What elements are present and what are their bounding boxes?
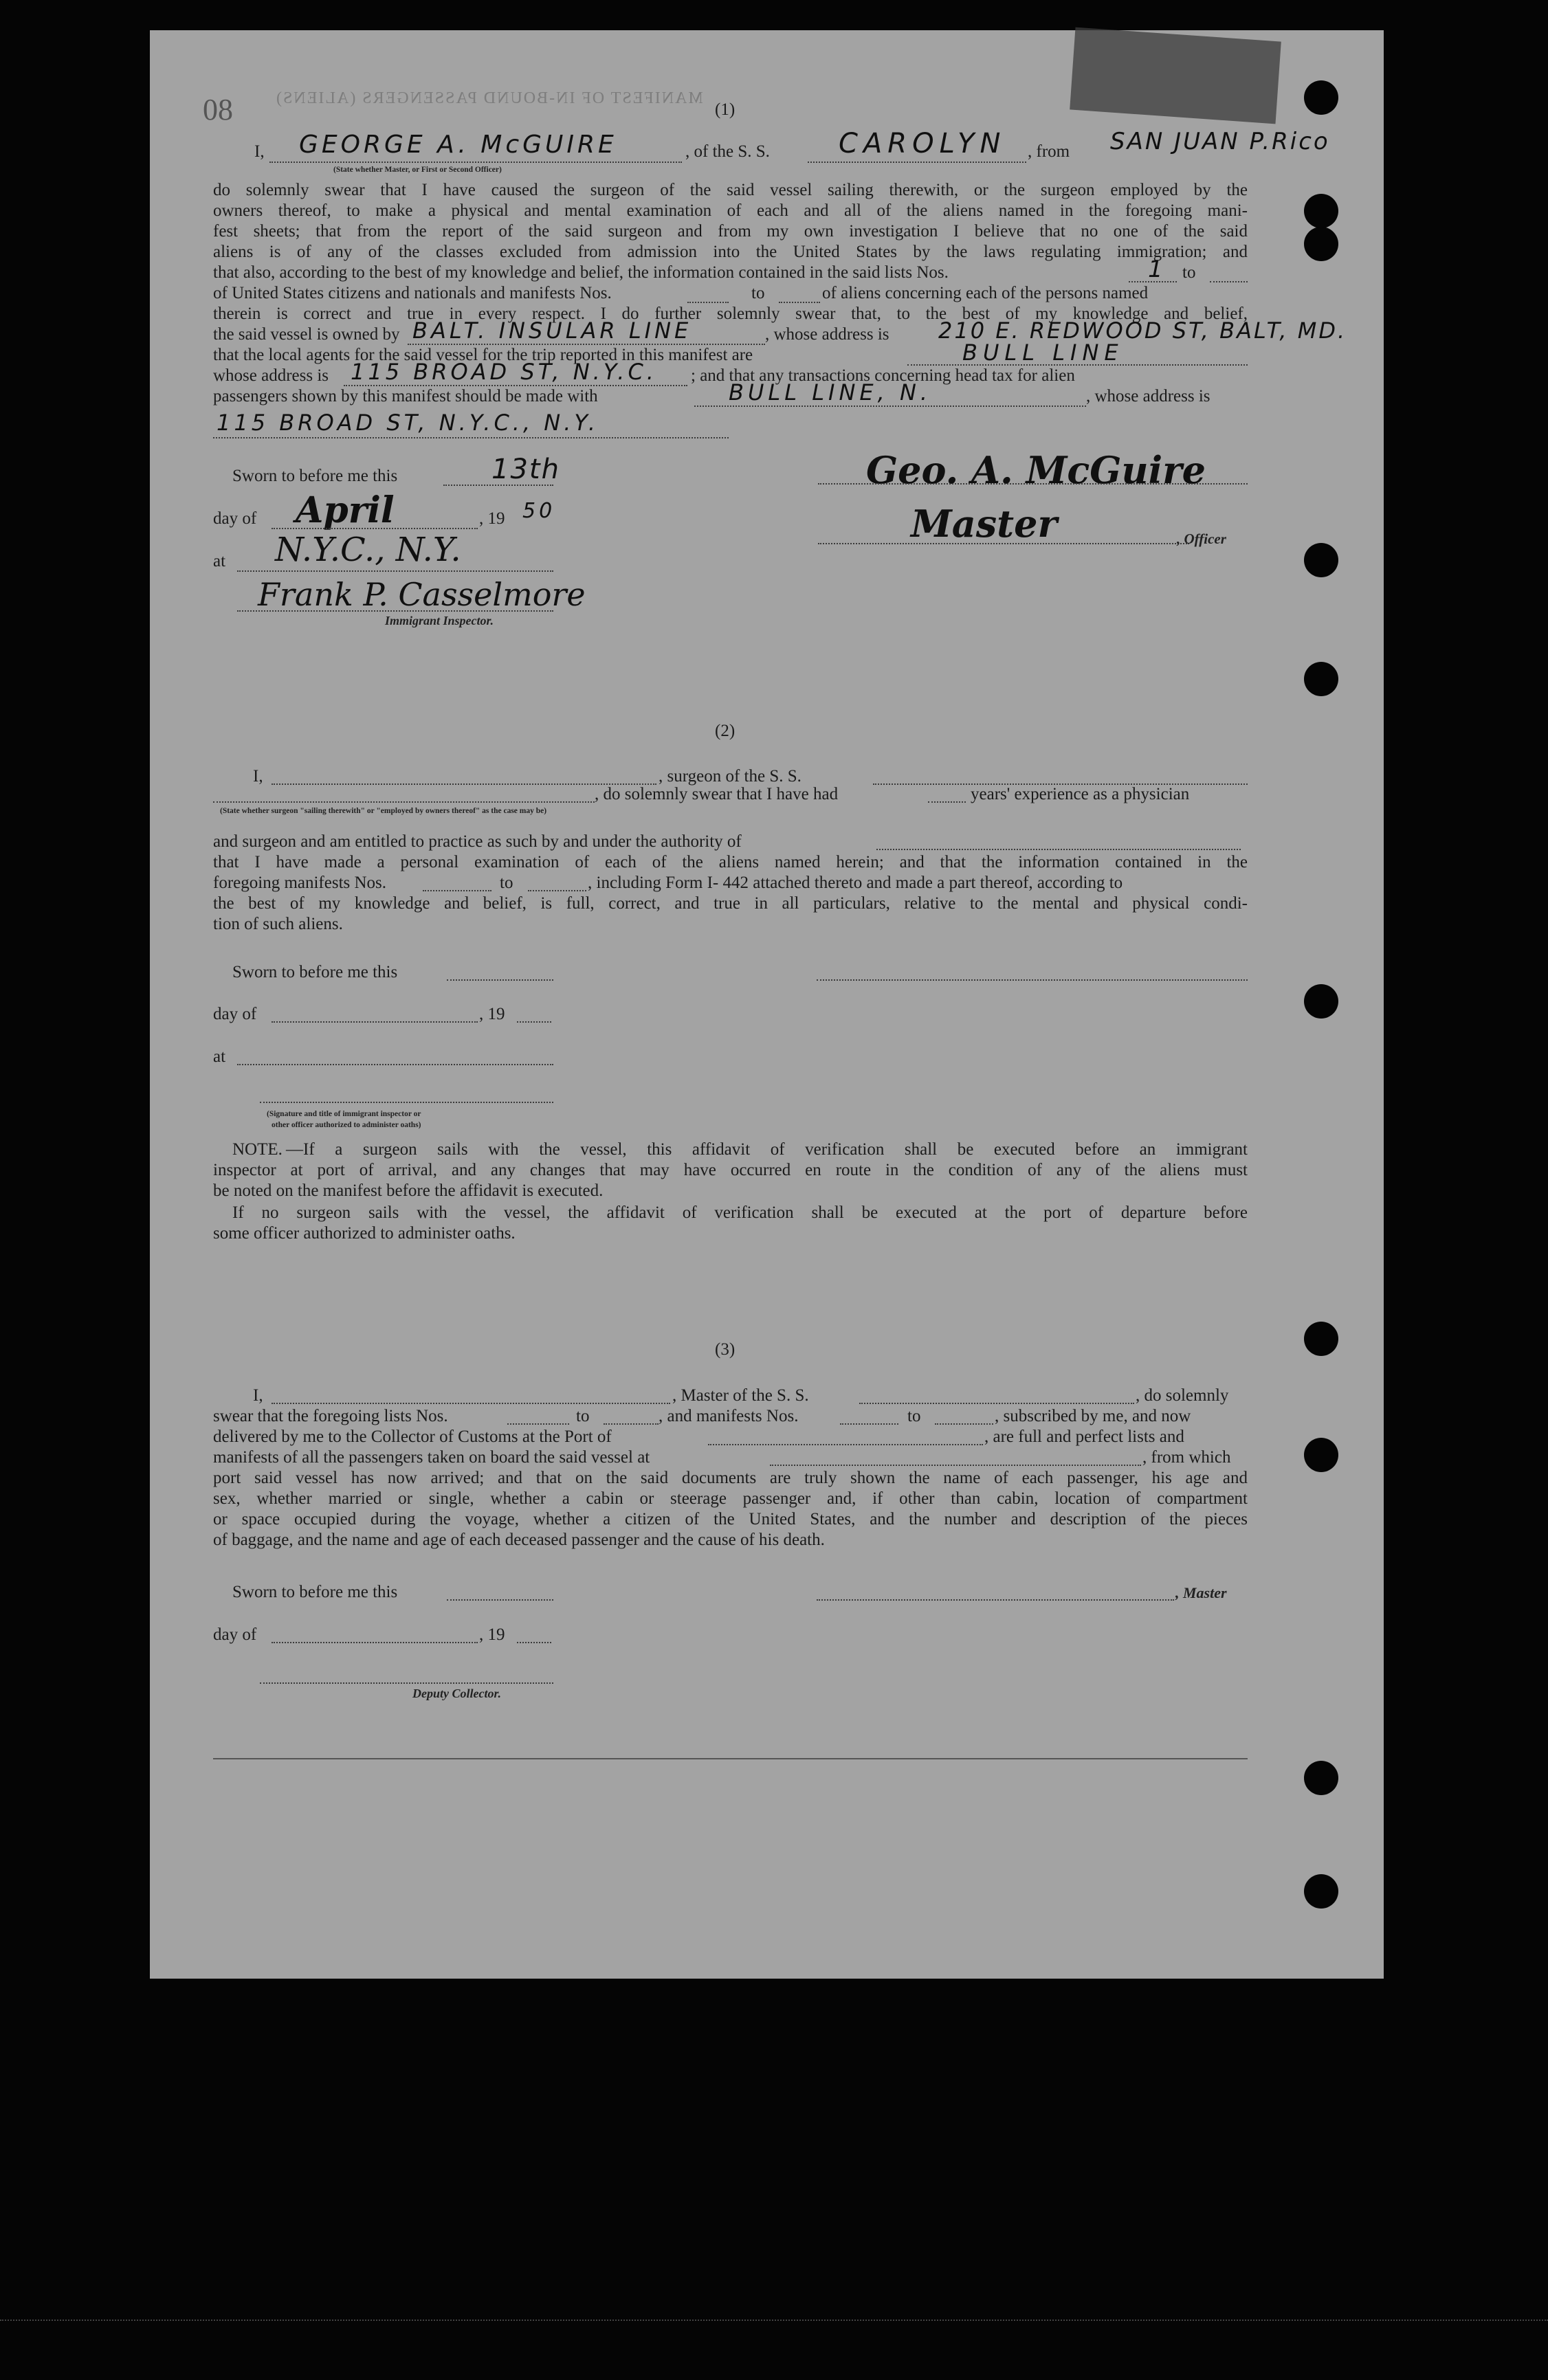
punch-hole	[1304, 1322, 1338, 1356]
paragraph-line: aliens is of any of the classes excluded from admission into the United States by the laws regulating immigration; and	[213, 243, 1248, 261]
paragraph-line: sex, whether married or single, whether a cabin or steerage passenger and, if other than cabin, location of compartment	[213, 1489, 1248, 1508]
owner-address: 210 E. REDWOOD ST, BALT, MD.	[938, 318, 1347, 344]
text: the said vessel is owned by	[213, 325, 400, 344]
punch-hole	[1304, 1874, 1338, 1909]
blank-line	[443, 485, 553, 486]
punch-hole	[1304, 662, 1338, 696]
vessel-name: CAROLYN	[839, 128, 1006, 159]
blank-line	[817, 1599, 1174, 1601]
blank-line	[840, 1423, 898, 1425]
lists-no-from: 1	[1148, 256, 1166, 283]
text: , including Form I- 442 attached thereto and made a part thereof, according to	[588, 874, 1123, 892]
paragraph-line: owners thereof, to make a physical and mental examination of each and all of the aliens named in the foregoing mani-	[213, 201, 1248, 220]
paragraph-line: that I have made a personal examination of each of the aliens named herein; and that the information contained in the	[213, 853, 1248, 871]
head-tax-address: 115 BROAD ST, N.Y.C., N.Y.	[217, 410, 599, 436]
text: to	[500, 874, 513, 892]
text: foregoing manifests Nos.	[213, 874, 387, 892]
text: to	[907, 1407, 921, 1425]
punch-hole	[1304, 1438, 1338, 1472]
blank-line	[260, 1102, 553, 1103]
text: I,	[253, 1386, 263, 1405]
text: delivered by me to the Collector of Customs at the Port of	[213, 1427, 612, 1446]
blank-line	[528, 890, 586, 891]
punch-hole	[1304, 80, 1338, 115]
paragraph-line: therein is correct and true in every respect. I do further solemnly swear that, to the best of my knowledge and belief,	[213, 304, 1248, 323]
blank-line	[260, 1682, 553, 1684]
text: , whose address is	[1086, 387, 1210, 405]
note-line: —If a surgeon sails with the vessel, this affidavit of verification shall be executed before an immigrant	[286, 1140, 1248, 1159]
text: , 19	[479, 1625, 505, 1644]
blank-line	[213, 801, 595, 803]
officer-signature: Geo. A. McGuire	[866, 448, 1206, 492]
text: of aliens concerning each of the persons named	[822, 284, 1149, 302]
text: , surgeon of the S. S.	[659, 767, 801, 786]
tape-stain	[1070, 27, 1281, 124]
punch-hole	[1304, 227, 1338, 261]
blank-line	[808, 162, 1026, 163]
master-name: GEORGE A. McGUIRE	[299, 131, 617, 159]
section-2-number: (2)	[715, 722, 736, 740]
officer-rank: Master	[911, 502, 1057, 546]
blank-line	[818, 543, 1189, 544]
blank-line	[1129, 281, 1177, 282]
owner: BALT. INSULAR LINE	[412, 318, 692, 344]
text: , and manifests Nos.	[659, 1407, 799, 1425]
blank-line	[272, 1021, 478, 1023]
punch-hole	[1304, 194, 1338, 228]
blank-line	[694, 405, 1086, 407]
page-stamp: 08	[203, 93, 233, 126]
paragraph-line: fest sheets; that from the report of the said surgeon and from my own investigation I believe that no one of the said	[213, 222, 1248, 241]
from-place: SAN JUAN P.Rico	[1110, 128, 1330, 155]
blank-line	[269, 162, 682, 163]
deputy-collector-label: Deputy Collector.	[412, 1687, 501, 1700]
punch-hole	[1304, 984, 1338, 1019]
blank-line	[708, 1444, 983, 1445]
punch-hole	[1304, 543, 1338, 577]
blank-line	[237, 1064, 553, 1065]
at-place: N.Y.C., N.Y.	[275, 531, 461, 569]
text: manifests of all the passengers taken on board the said vessel at	[213, 1448, 650, 1467]
section-3-number: (3)	[715, 1340, 736, 1359]
text: , 19	[479, 1005, 505, 1023]
text: that also, according to the best of my knowledge and belief, the information contained in the said lists Nos.	[213, 263, 949, 282]
text: day of	[213, 509, 257, 528]
text: at	[213, 1047, 226, 1066]
blank-line	[818, 483, 1248, 485]
text: , do solemnly swear that I have had	[595, 785, 839, 803]
text: , from which	[1142, 1448, 1231, 1467]
text: I,	[254, 142, 265, 161]
text: day of	[213, 1005, 257, 1023]
text: that the local agents for the said vessel for the trip reported in this manifest are	[213, 346, 753, 364]
inspector-signature: Frank P. Casselmore	[258, 576, 586, 613]
officer-label: , Officer	[1177, 531, 1226, 547]
text: , do solemnly	[1136, 1386, 1229, 1405]
signature-note: other officer authorized to administer oaths)	[272, 1121, 421, 1129]
blank-line	[213, 437, 729, 438]
blank-line	[237, 570, 553, 572]
blank-line	[237, 610, 553, 612]
master-label: , Master	[1175, 1584, 1227, 1601]
blank-line	[935, 1423, 993, 1425]
film-edge	[0, 2320, 1548, 2335]
blank-line	[447, 1599, 553, 1601]
blank-line	[687, 302, 729, 303]
month: April	[296, 489, 395, 531]
text: to	[751, 284, 765, 302]
text: tion of such aliens.	[213, 915, 343, 933]
text: , Master of the S. S.	[672, 1386, 809, 1405]
text: passengers shown by this manifest should be made with	[213, 387, 598, 405]
note: (State whether surgeon "sailing therewith" or "employed by owners thereof" as the case may be)	[220, 807, 547, 815]
text: , 19	[479, 509, 505, 528]
text: ; and that any transactions concerning head tax for alien	[691, 366, 1075, 385]
blank-line	[817, 979, 1248, 981]
sworn-day: 13th	[491, 454, 560, 485]
note-line: be noted on the manifest before the affidavit is executed.	[213, 1181, 604, 1200]
agent-address: 115 BROAD ST, N.Y.C.	[351, 359, 657, 385]
note-line: some officer authorized to administer oaths.	[213, 1224, 516, 1243]
blank-line	[1210, 281, 1248, 282]
text: to	[576, 1407, 590, 1425]
note-label: NOTE.	[232, 1140, 283, 1159]
section-1-number: (1)	[715, 100, 736, 119]
blank-line	[517, 1021, 551, 1023]
text: Sworn to before me this	[232, 467, 398, 485]
text: whose address is	[213, 366, 329, 385]
text: Sworn to before me this	[232, 963, 398, 981]
note-line: If no surgeon sails with the vessel, the affidavit of verification shall be executed at the port of departure before	[232, 1203, 1248, 1222]
text: , whose address is	[765, 325, 889, 344]
text: years' experience as a physician	[971, 785, 1190, 803]
head-tax-party: BULL LINE, N.	[729, 379, 932, 405]
text: to	[1182, 263, 1196, 282]
paragraph-line: the best of my knowledge and belief, is full, correct, and true in all particulars, relative to the mental and physical condi-	[213, 894, 1248, 913]
text: I,	[253, 767, 263, 786]
text: , are full and perfect lists and	[984, 1427, 1184, 1446]
inspector-title: Immigrant Inspector.	[385, 614, 494, 627]
text: at	[213, 552, 226, 570]
blank-line	[779, 302, 820, 303]
blank-line	[876, 849, 1241, 850]
agent: BULL LINE	[962, 340, 1124, 366]
blank-line	[423, 890, 491, 891]
paragraph-line: of baggage, and the name and age of each deceased passenger and the cause of his death.	[213, 1531, 825, 1549]
bottom-rule	[213, 1758, 1248, 1759]
text: Sworn to before me this	[232, 1583, 398, 1601]
text: and surgeon and am entitled to practice as such by and under the authority of	[213, 832, 742, 851]
signature-note: (Signature and title of immigrant inspector or	[267, 1110, 421, 1118]
text: swear that the foregoing lists Nos.	[213, 1407, 448, 1425]
text: of United States citizens and nationals and manifests Nos.	[213, 284, 612, 302]
blank-line	[272, 528, 478, 529]
blank-line	[859, 1403, 1134, 1404]
year-suffix: 50	[522, 499, 556, 523]
faint-title: MANIFEST OF IN-BOUND PASSENGERS (ALIENS)	[275, 89, 703, 107]
text: day of	[213, 1625, 257, 1644]
text: , subscribed by me, and now	[995, 1407, 1191, 1425]
note: (State whether Master, or First or Second Officer)	[333, 166, 502, 174]
blank-line	[272, 1403, 670, 1404]
blank-line	[517, 1642, 551, 1643]
paragraph-line: port said vessel has now arrived; and that on the said documents are truly shown the name of each passenger, his age and	[213, 1469, 1248, 1487]
blank-line	[447, 979, 553, 981]
blank-line	[928, 801, 966, 803]
blank-line	[272, 1642, 478, 1643]
blank-line	[770, 1465, 1141, 1466]
paragraph-line: do solemnly swear that I have caused the surgeon of the said vessel sailing therewith, or the surgeon employed by the	[213, 181, 1248, 199]
blank-line	[507, 1423, 569, 1425]
blank-line	[604, 1423, 659, 1425]
note-line: inspector at port of arrival, and any changes that may have occurred en route in the condition of any of the aliens must	[213, 1161, 1248, 1179]
paragraph-line: or space occupied during the voyage, whether a citizen of the United States, and the number and description of the pieces	[213, 1510, 1248, 1528]
punch-hole	[1304, 1761, 1338, 1795]
text: , of the S. S.	[685, 142, 770, 161]
text: , from	[1028, 142, 1070, 161]
